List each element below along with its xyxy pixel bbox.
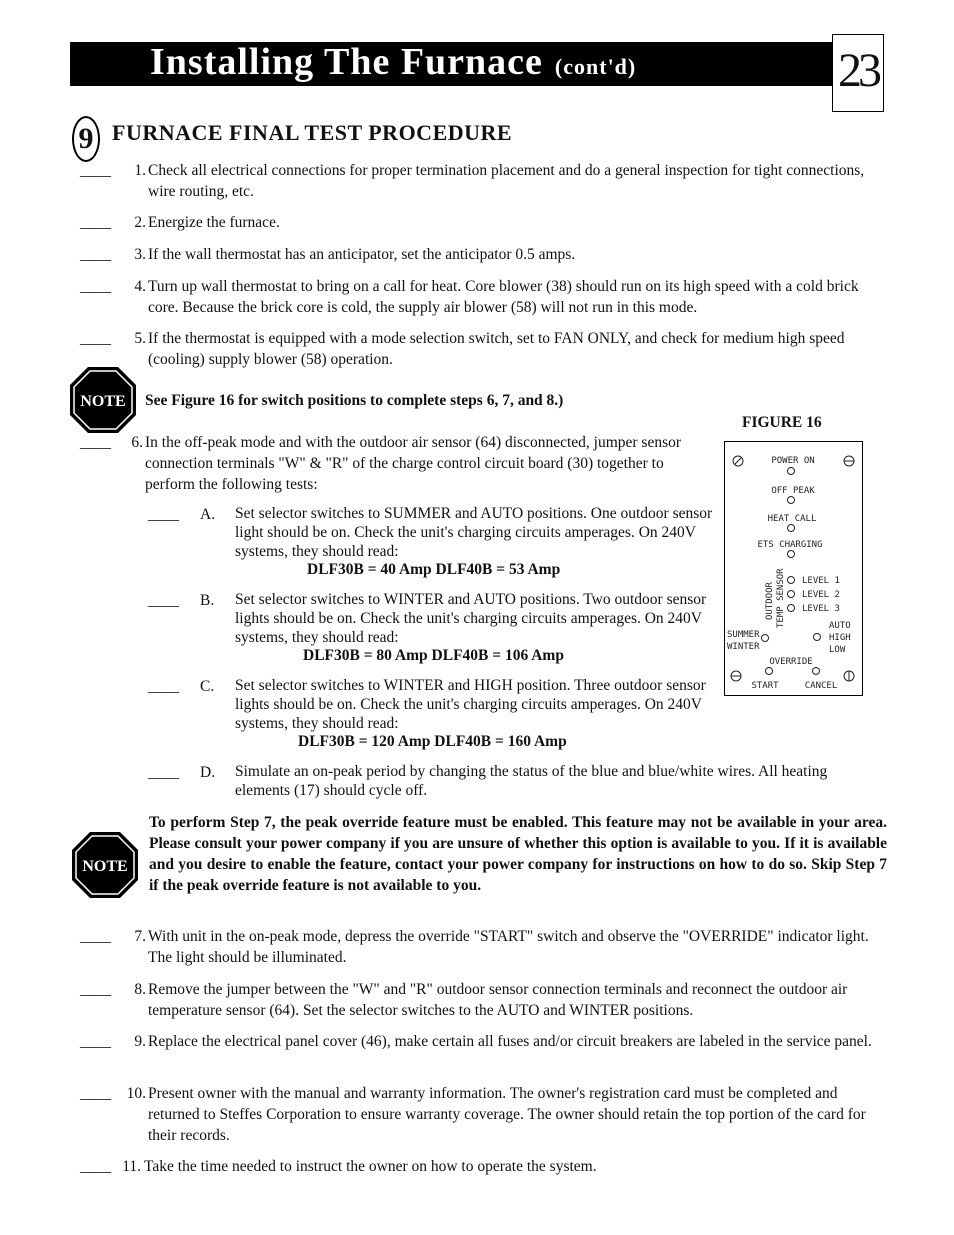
- panel-label-temp-sensor: TEMP SENSOR: [776, 568, 786, 628]
- step-text: Remove the jumper between the "W" and "R" outdoor sensor connection terminals and reconnect the outdoor air temperature sensor (64). Set the selector switches to the AUTO and WINTER positions.: [148, 981, 848, 1019]
- checkbox-blank: ____: [80, 162, 111, 179]
- checkbox-blank: ____: [80, 1085, 111, 1102]
- note-label: NOTE: [82, 858, 128, 875]
- substep-letter: D.: [200, 764, 216, 781]
- panel-label-level-3: LEVEL 3: [802, 604, 840, 614]
- step-text: Check all electrical connections for proper termination placement and do a general inspection for tight connections, wire routing, etc.: [148, 162, 865, 200]
- step-text: Replace the electrical panel cover (46), make certain all fuses and/or circuit breakers are labeled in the service panel.: [148, 1033, 872, 1050]
- substep-letter: B.: [200, 592, 215, 609]
- step-number: 1.: [134, 162, 146, 179]
- note-2-text: To perform Step 7, the peak override feature must be enabled. This feature may not be available in your area. Please consult your power company if you are unsure of whether this option is available to you. If it is available and you desire to enable the feature, contact your power company for instructions on how to do so. Skip Step 7 if the peak override feature is not available to you.: [149, 814, 887, 894]
- step-text: If the thermostat is equipped with a mode selection switch, set to FAN ONLY, and check for medium high speed (cooling) supply blower (58) operation.: [148, 330, 845, 368]
- panel-label-level-2: LEVEL 2: [802, 590, 840, 600]
- panel-label-winter: WINTER: [727, 642, 760, 652]
- substep-letter: A.: [200, 506, 216, 523]
- level-2-led: [788, 591, 795, 598]
- note-stop-icon: [68, 365, 138, 435]
- panel-label-high: HIGH: [829, 633, 851, 643]
- checkbox-blank: ____: [80, 214, 111, 231]
- checkbox-blank: ____: [80, 246, 111, 263]
- step-number: 3.: [134, 246, 146, 263]
- step-number: 4.: [134, 278, 146, 295]
- section-heading: FURNACE FINAL TEST PROCEDURE: [112, 120, 513, 145]
- panel-label-start: START: [751, 681, 779, 691]
- panel-label-level-1: LEVEL 1: [802, 576, 840, 586]
- ets-charging-led: [788, 551, 795, 558]
- screw-icon: [844, 671, 854, 681]
- step-number: 6.: [131, 434, 143, 451]
- checkbox-blank: ____: [80, 1158, 111, 1175]
- step-number: 2.: [134, 214, 146, 231]
- override-led: [766, 668, 773, 675]
- step-number: 10.: [126, 1085, 146, 1102]
- panel-label-auto: AUTO: [829, 621, 851, 631]
- step-number: 5.: [134, 330, 146, 347]
- substep-text: Simulate an on-peak period by changing the status of the blue and blue/white wires. All heating elements (17) should cycle off.: [235, 763, 828, 799]
- screw-icon: [844, 456, 854, 466]
- checkbox-blank: ____: [80, 981, 111, 998]
- checkbox-blank: ____: [148, 764, 179, 781]
- step-text: Energize the furnace.: [148, 214, 280, 231]
- panel-label-off-peak: OFF PEAK: [771, 486, 815, 496]
- panel-label-ets-charging: ETS CHARGING: [757, 540, 823, 550]
- page-title: Installing The Furnace (cont'd): [150, 41, 637, 83]
- section-number: 9: [72, 116, 100, 162]
- substep-text: Set selector switches to WINTER and AUTO positions. Two outdoor sensor lights should be on. Check the unit's charging circuits amperages. On 240V systems, they should read:: [235, 591, 707, 646]
- figure-label: FIGURE 16: [742, 414, 822, 431]
- checkbox-blank: ____: [80, 434, 111, 451]
- power-on-led: [788, 468, 795, 475]
- step-number: 11.: [122, 1158, 141, 1175]
- level-3-led: [788, 605, 795, 612]
- step-number: 8.: [134, 981, 146, 998]
- checkbox-blank: ____: [80, 1033, 111, 1050]
- panel-label-cancel: CANCEL: [804, 681, 838, 691]
- screw-icon: [731, 671, 741, 681]
- step-text: Turn up wall thermostat to bring on a call for heat. Core blower (38) should run on its high speed with a cold brick core. Because the brick core is cold, the supply air blower (58) will not run in this mode.: [148, 278, 859, 316]
- checkbox-blank: ____: [80, 330, 111, 347]
- figure-16-control-panel: [724, 441, 863, 696]
- cancel-button-led: [813, 668, 820, 675]
- step-text: With unit in the on-peak mode, depress the override "START" switch and observe the "OVERRIDE" indicator light. The light should be illuminated.: [148, 928, 869, 966]
- page-number: 23: [832, 34, 884, 112]
- panel-label-outdoor: OUTDOOR: [765, 582, 775, 620]
- amperage-readings-c: DLF30B = 120 Amp DLF40B = 160 Amp: [298, 733, 567, 750]
- panel-label-summer: SUMMER: [727, 630, 760, 640]
- step-number: 7.: [134, 928, 146, 945]
- heat-call-led: [788, 525, 795, 532]
- checkbox-blank: ____: [80, 278, 111, 295]
- checkbox-blank: ____: [148, 506, 179, 523]
- step-text: In the off-peak mode and with the outdoor air sensor (64) disconnected, jumper sensor connection terminals "W" & "R" of the charge control circuit board (30) together to perform the following tests:: [145, 434, 682, 493]
- off-peak-led: [788, 497, 795, 504]
- panel-label-override: OVERRIDE: [769, 657, 813, 667]
- note-stop-icon: [70, 830, 140, 900]
- note-label: NOTE: [80, 393, 126, 410]
- auto-high-low-selector-switch[interactable]: [814, 634, 821, 641]
- page-subtitle: (cont'd): [554, 54, 637, 79]
- screw-icon: [733, 456, 743, 466]
- step-1: [80, 160, 890, 202]
- checkbox-blank: ____: [148, 678, 179, 695]
- summer-winter-selector-switch[interactable]: [762, 635, 769, 642]
- substep-text: Set selector switches to WINTER and HIGH position. Three outdoor sensor lights should be on. Check the unit's charging circuits amperages. On 240V systems, they should read:: [235, 677, 706, 732]
- note-1-text: See Figure 16 for switch positions to complete steps 6, 7, and 8.): [145, 392, 564, 409]
- panel-label-low: LOW: [829, 645, 846, 655]
- step-number: 9.: [134, 1033, 146, 1050]
- checkbox-blank: ____: [80, 928, 111, 945]
- level-1-led: [788, 577, 795, 584]
- panel-label-power-on: POWER ON: [771, 456, 815, 466]
- step-text: If the wall thermostat has an anticipator, set the anticipator 0.5 amps.: [148, 246, 576, 263]
- checkbox-blank: ____: [148, 592, 179, 609]
- step-text: Present owner with the manual and warranty information. The owner's registration card must be completed and returned to Steffes Corporation to ensure warranty coverage. The owner should retain the top portion of the card for their records.: [148, 1085, 866, 1144]
- panel-label-heat-call: HEAT CALL: [767, 514, 817, 524]
- amperage-readings-b: DLF30B = 80 Amp DLF40B = 106 Amp: [303, 647, 564, 664]
- step-text: Take the time needed to instruct the owner on how to operate the system.: [144, 1158, 597, 1175]
- substep-letter: C.: [200, 678, 215, 695]
- amperage-readings-a: DLF30B = 40 Amp DLF40B = 53 Amp: [307, 561, 561, 578]
- substep-text: Set selector switches to SUMMER and AUTO positions. One outdoor sensor light should be on. Check the unit's charging circuits amperages. On 240V systems, they should read:: [235, 505, 713, 560]
